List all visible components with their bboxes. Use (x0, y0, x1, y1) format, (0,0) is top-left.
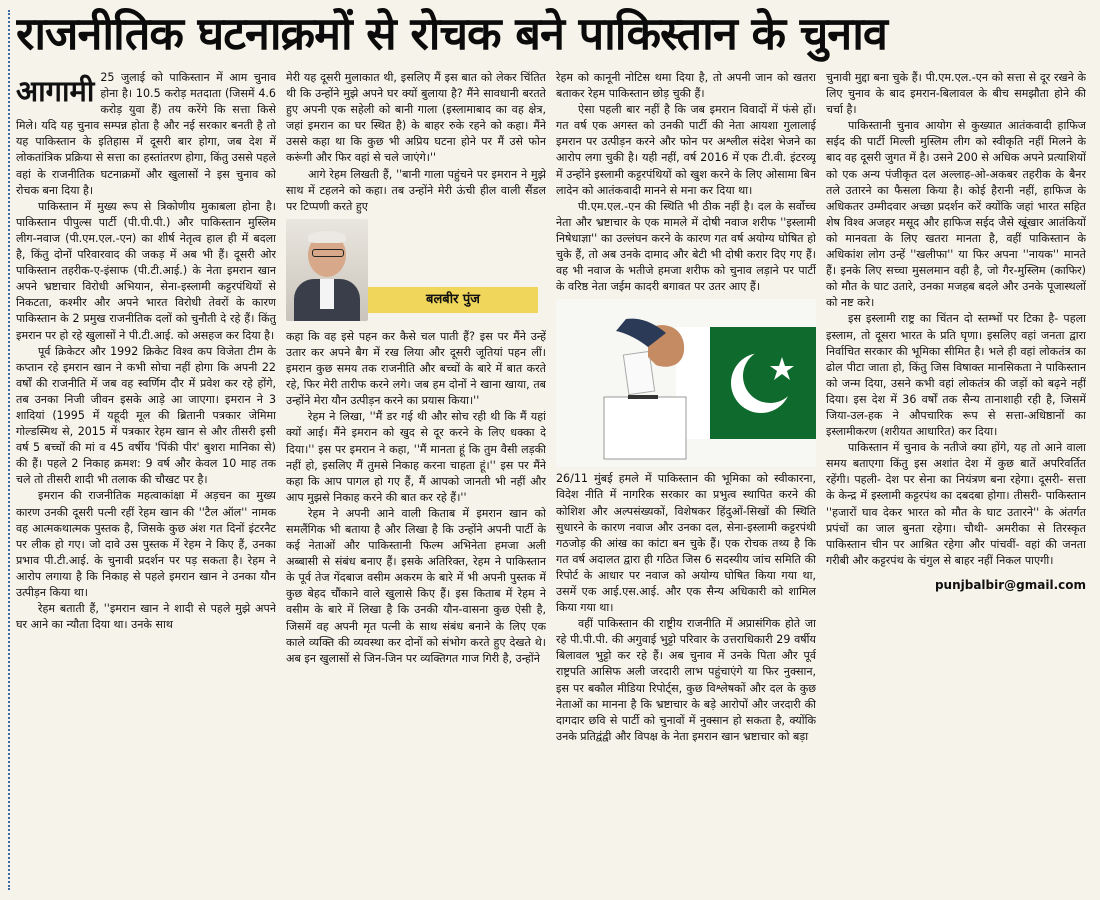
column-1 (16, 70, 276, 896)
article-body (16, 70, 1086, 896)
author-photo (286, 219, 368, 321)
headline: राजनीतिक घटनाक्रमों से रोचक बने पाकिस्तान के चुनाव (16, 7, 887, 60)
paragraph: पाकिस्तान में मुख्य रूप से त्रिकोणीय मुकाबला होना है। पाकिस्तान पीपुल्स पार्टी (पी.पी.पी.) और पाकिस्तान मुस्लिम लीग-नवाज (पी.एम.एल.-एन) का शीर्ष नेतृत्व हाल ही में बदला है, किंतु दोनों परिवारवाद की जकड़ में अब भी हैं। दूसरी ओर पाकिस्तान तहरीक-ए-इंसाफ (पी.टी.आई.) के नेता इमरान खान अपने भ्रष्टाचार विरोधी अभियान, सेना-इस्लामी कट्टरपंथियों से निकटता, कश्मीर और अपने भारत विरोधी तेवरों के कारण पाकिस्तान के 2 प्रमुख राजनीतिक दलों को चुनौती दे रहे हैं। किंतु इमरान पर हो रहे खुलासों ने पी.टी.आई. को असहज कर दिया है। (16, 199, 276, 342)
paragraph: 26/11 मुंबई हमले में पाकिस्तान की भूमिका को स्वीकारना, विदेश नीति में नागरिक सरकार का प्रभुत्व स्थापित करने की कोशिश और अल्पसंख्यकों, विशेषकर हिंदुओं-सिखों की स्थिति सुधारने के कारण नवाज और उनका दल, सेना-इस्लामी कट्टरपंथी गठजोड़ की आंख का कांटा बन चुके हैं। एक रोचक तथ्य है कि गत वर्ष अदालत द्वारा ही गठित जिस 6 सदस्यीय जांच समिति की रिपोर्ट के आधार पर नवाज को अयोग्य घोषित किया गया था, उसमें एक आई.एस.आई. और एक सैन्य अधिकारी को शामिल किया गया था। (556, 472, 816, 615)
paragraph: मेरी यह दूसरी मुलाकात थी, इसलिए मैं इस बात को लेकर चिंतित थी कि उन्होंने मुझे अपने घर क्यों बुलाया है? मैंने सावधानी बरतते हुए अपनी एक सहेली को बानी गाला (इस्लामाबाद का वह क्षेत्र, जहां इमरान का घर स्थित है) के बाहर रुके रहने को कहा। मैंने उससे कहा था कि कुछ भी अप्रिय घटना होने पर मैं उसे फोन करूंगी और फिर वहां से चले जाएंगे।'' (286, 71, 546, 165)
paragraph: रेहम को कानूनी नोटिस थमा दिया है, तो अपनी जान को खतरा बताकर रेहम पाकिस्तान छोड़ चुकी हैं। (556, 71, 816, 101)
ballot-flag-image (556, 299, 816, 467)
author-box (286, 219, 546, 325)
author-name: बलबीर पुंज (368, 287, 538, 313)
paragraph: वहीं पाकिस्तान की राष्ट्रीय राजनीति में अप्रासंगिक होते जा रहे पी.पी.पी. की अगुवाई भुट्टो परिवार के उत्तराधिकारी 29 वर्षीय बिलावल भुट्टो कर रहे हैं। अब चुनाव में उनके पिता और पूर्व राष्ट्रपति आसिफ अली जरदारी लाभ पहुंचाएंगे या फिर नुक्सान, इस पर बकौल मीडिया रिपोर्ट्स, कुछ विश्लेषकों और दल के कुछ नेताओं का मानना है कि भ्रष्टाचार के बड़े आरोपों और जरदारी की दागदार छवि से पार्टी को चुनावों में नुक्सान हो सकता है, क्योंकि उनके प्रतिद्वंद्वी और विपक्ष के नेता इमरान खान भ्रष्टाचार को बड़ा (556, 617, 816, 743)
kicker: आगामी (16, 74, 95, 108)
ballot-flag-illustration (556, 299, 816, 467)
paragraph: पाकिस्तान में चुनाव के नतीजे क्या होंगे, यह तो आने वाला समय बताएगा किंतु इस अशांत देश में कुछ बातें अपरिवर्तित रहेंगी। पहली- देश पर सेना का नियंत्रण बना रहेगा। दूसरी- सत्ता के केन्द्र में इस्लामी कट्टरपंथ का दबदबा होगा। तीसरी- पाकिस्तान ''हजारों घाव देकर भारत को मौत के घाट उतारने'' के अंतर्गत प्रपंचों का जाल बुनता रहेगा। चौथी- अमरीका से तिरस्कृत पाकिस्तान चीन पर आश्रित रहेगा और पांचवीं- वहां की जनता गरीबी और कट्टरपंथ के चंगुल से बाहर नहीं निकल पाएगी। (826, 441, 1086, 567)
paragraph: इमरान की राजनीतिक महत्वाकांक्षा में अड़चन का मुख्य कारण उनकी दूसरी पत्नी रहीं रेहम खान की ''टैल ऑल'' नामक वह आत्मकथात्मक पुस्तक है, जिसके कुछ अंश गत दिनों इंटरनैट पर लीक हो गए। जो दावे उस पुस्तक में रेहम ने किए हैं, उनका प्रभाव पी.टी.आई. के चुनावी प्रदर्शन पर पड़ सकता है। रेहम ने आरोप लगाया है कि निकाह से पहले इमरान खान ने उनका यौन उत्पीड़न किया था। (16, 489, 276, 599)
paragraph: पाकिस्तानी चुनाव आयोग से कुख्यात आतंकवादी हाफिज सईद की पार्टी मिल्ली मुस्लिम लीग को स्वीकृति नहीं मिलने के बाद वह दूसरी जुगत में है। उसने 200 से अधिक अपने प्रत्याशियों को एक अन्य पंजीकृत दल अल्लाह-ओ-अकबर तहरीक के बैनर तले उतारने का फैसला किया है। कोई हैरानी नहीं, हाफिज के अधिकतर उम्मीदवार अच्छा प्रदर्शन करें क्योंकि जहां भारत सहित शेष विश्व अजहर मसूद और हाफिज सईद जैसे खूंखार आतंकियों को मानवता के लिए खतरा मानता है, वहीं पाकिस्तान के अधिकांश लोग उन्हें ''खलीफा'' या फिर अपना ''नायक'' मानते हैं। इनके लिए सच्चा मुसलमान वही है, जो गैर-मुस्लिम (काफिर) को मौत के घाट उतारे, उनका मजहब बदले और उनके पूजास्थलों को नष्ट करे। (826, 119, 1086, 310)
paragraph: रेहम ने अपनी आने वाली किताब में इमरान खान को समलैंगिक भी बताया है और लिखा है कि उन्होंने अपनी पार्टी के कई नेताओं और पाकिस्तानी फिल्म अभिनेता हमजा अली अब्बासी से संबंध बनाए हैं। इसके अतिरिक्त, रेहम ने पाकिस्तान के पूर्व तेज गेंदबाज वसीम अकरम के बारे में भी अपनी पुस्तक में कुछ बेहद चौंकाने वाले खुलासे किए हैं। इस किताब में रेहम ने वसीम के बारे में लिखा है कि उनकी यौन-वासना कुछ ऐसी है, जिसमें वह अपनी मृत पत्नी के साथ संबंध बनाने के लिए एक काले व्यक्ति की व्यवस्था कर दोनों को संभोग करते हुए देखते थे। अब इन खुलासों से जिन-जिन पर व्यक्तिगत गाज गिरी है, उन्होंने (286, 506, 546, 665)
paragraph: रेहम बताती हैं, ''इमरान खान ने शादी से पहले मुझे अपने घर आने का न्यौता दिया था। उनके साथ (16, 602, 276, 632)
paragraph: आगे रेहम लिखती हैं, ''बानी गाला पहुंचने पर इमरान ने मुझे साथ में टहलने को कहा। तब उन्होंने मेरी ऊंची हील वाली सैंडल पर टिप्पणी करते हुए (286, 167, 546, 213)
paragraph: पूर्व क्रिकेटर और 1992 क्रिकेट विश्व कप विजेता टीम के कप्तान रहे इमरान खान ने कभी सोचा नहीं होगा कि अपनी 22 वर्षों की राजनीति में जब वह स्वर्णिम दौर में प्रवेश कर रहे होंगे, तब उनका निजी जीवन इसके आड़े आ जाएगा। इमरान ने 3 शादियां (1995 में यहूदी मूल की ब्रितानी पत्रकार जेमिमा गोल्डस्मिथ से, 2015 में पत्रकार रेहम खान से और तीसरी इसी वर्ष 5 बच्चों की मां व 45 वर्षीय 'पिंकी पीर' बुशरा मानिका से) की हैं। पहले 2 निकाह क्रमश: 9 वर्ष और केवल 10 माह तक चले तो तीसरी शादी भी तलाक की चौखट पर है। (16, 344, 276, 487)
paragraph: 25 जुलाई को पाकिस्तान में आम चुनाव होना है। 10.5 करोड़ मतदाता (जिसमें 4.6 करोड़ युवा हैं) तय करेंगे कि सत्ता किसे मिले। यदि यह चुनाव सम्पन्न होता है और नई सरकार बनती है तो यह पाकिस्तान के इतिहास में दूसरी बार होगा, जब देश में लोकतांत्रिक प्रक्रिया से सत्ता का हस्तांतरण होगा, किंतु उससे पहले वहां के राजनीतिक घटनाक्रमों और खुलासों ने इस चुनाव को रोचक बना दिया है। (16, 71, 276, 197)
paragraph: पी.एम.एल.-एन की स्थिति भी ठीक नहीं है। दल के सर्वोच्च नेता और भ्रष्टाचार के एक मामले में दोषी नवाज शरीफ ''इस्लामी निषेधाज्ञा'' का उल्लंघन करने के कारण गत वर्ष अयोग्य घोषित हो चुके हैं, तो अब उनके दामाद और बेटी भी दोषी करार दिए गए हैं। वह भी नवाज के भतीजे हमजा शरीफ को चुनाव लड़ाने पर पार्टी के वरिष्ठ नेता जईम कादरी बगावत पर उतर आए हैं। (556, 199, 816, 294)
paragraph: ऐसा पहली बार नहीं है कि जब इमरान विवादों में फंसे हों। गत वर्ष एक अगस्त को उनकी पार्टी की नेता आयशा गुलालाई इमरान पर उत्पीड़न करने और फोन पर अश्लील संदेश भेजने का आरोप लगा चुकी है। यही नहीं, वर्ष 2016 में एक टी.वी. इंटरव्यू में उन्होंने इस्लामी कट्टरपंथियों को खुश करने के लिए ओसामा बिन लादेन को आतंकवादी मानने से मना कर दिया था। (556, 103, 816, 197)
column-3 (556, 70, 816, 896)
paragraph: चुनावी मुद्दा बना चुके हैं। पी.एम.एल.-एन को सत्ता से दूर रखने के लिए चुनाव के बाद इमरान-बिलावल के बीच समझौता होने की चर्चा है। (826, 71, 1086, 117)
column-rule (8, 10, 10, 890)
column-4 (826, 70, 1086, 896)
paragraph: इस इस्लामी राष्ट्र का चिंतन दो स्तम्भों पर टिका है- पहला इस्लाम, तो दूसरा भारत के प्रति घृणा। इसलिए वहां जनता द्वारा निर्वाचित सरकार की भूमिका सीमित है। भले ही वहां लोकतंत्र का ढोल पीटा जाता हो, किंतु जिस विषाक्त मानसिकता ने पाकिस्तान को जन्म दिया, उसने कभी वहां लोकतंत्र की जड़ों को बढ़ने नहीं दिया। इस देश में 36 वर्षों तक सैन्य तानाशाही रही है, जिसमें जिया-उल-हक ने औपचारिक रूप से सत्ता-अधिष्ठानों का इस्लामीकरण (शरीयत आधारित) कर दिया। (826, 312, 1086, 439)
paragraph: रेहम ने लिखा, ''मैं डर गई थी और सोच रही थी कि मैं यहां क्यों आई। मैंने इमरान को खुद से दूर करने के लिए धक्का दे दिया।'' इस पर इमरान ने कहा, ''मैं मानता हूं कि तुम वैसी लड़की नहीं हो, इसलिए मैं तुमसे निकाह करना चाहता हूं।'' इस पर मैंने कहा कि आप पागल हो गए हैं, मैं आपको जानती भी नहीं और आप मुझसे निकाह करने की बात कर रहे हैं।'' (286, 410, 546, 504)
author-email: punjbalbir@gmail.com (934, 577, 1086, 592)
paragraph: कहा कि वह इसे पहन कर कैसे चल पाती हैं? इस पर मैंने उन्हें उतार कर अपने बैग में रख लिया और दूसरी जूतियां पहन लीं। इमरान कुछ समय तक राजनीति और बच्चों के बारे में बात करते रहे, फिर मेरी तारीफ करने लगे। जब हम दोनों ने खाना खाया, तब उन्होंने मेरा यौन उत्पीड़न करने का प्रयास किया।'' (286, 329, 546, 408)
column-2 (286, 70, 546, 896)
